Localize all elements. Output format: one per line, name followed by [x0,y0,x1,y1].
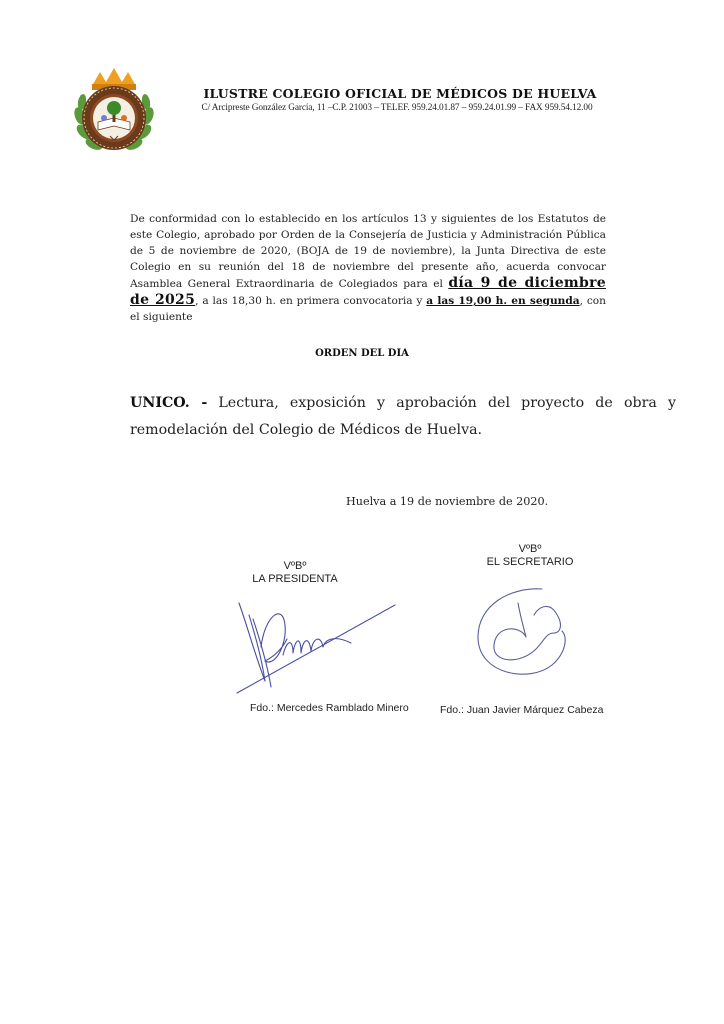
right-signer-name: Fdo.: Juan Javier Márquez Cabeza [440,704,604,716]
agenda-item [130,390,676,444]
left-approval-mark: VºBº [283,560,307,572]
left-signature-header [240,560,350,586]
convocation-paragraph [130,211,606,325]
institution-title: ILUSTRE COLEGIO OFICIAL DE MÉDICOS DE HUELVA [203,86,597,101]
second-call-time: a las 19,00 h. en segunda [426,295,580,307]
left-signer-role: LA PRESIDENTA [252,573,338,585]
presidenta-signature [225,595,405,700]
medical-college-crest-icon [66,64,162,160]
intro-text: De conformidad con lo establecido en los artículos 13 y siguientes de los Estatutos de este Colegio, aprobado por Orden de la Consejería de Justicia y Administración Pública de 5 de noviembre de 2020, (BOJA de 19 de noviembre), la Junta Directiva de este Colegio en su reunión del 18 de noviembre del presente año, acuerda convocar Asamblea General Extraordinaria de Colegiados para el [130,213,606,290]
first-call-text: , a las 18,30 h. en primera convocatoria y [195,295,427,307]
right-signer-role: EL SECRETARIO [486,556,574,568]
agenda-item-text: Lectura, exposición y aprobación del proyecto de obra y remodelación del Colegio de Médicos de Huelva. [130,395,676,438]
institution-address: C/ Arcipreste González García, 11 –C.P. 21003 – TELEF. 959.24.01.87 – 959.24.01.99 – FAX 959.54.12.00 [201,103,593,113]
outro-text: , con el siguiente [130,295,607,323]
place-and-date: Huelva a 19 de noviembre de 2020. [346,495,549,508]
meeting-date: día 9 de diciembre de 2025 [130,275,607,308]
agenda-item-label: UNICO. - [130,395,208,411]
agenda-title: ORDEN DEL DIA [315,348,409,359]
left-signer-name: Fdo.: Mercedes Ramblado Minero [250,702,409,714]
right-signature-header [470,543,590,569]
secretario-signature [470,585,590,690]
right-approval-mark: VºBº [518,543,542,555]
